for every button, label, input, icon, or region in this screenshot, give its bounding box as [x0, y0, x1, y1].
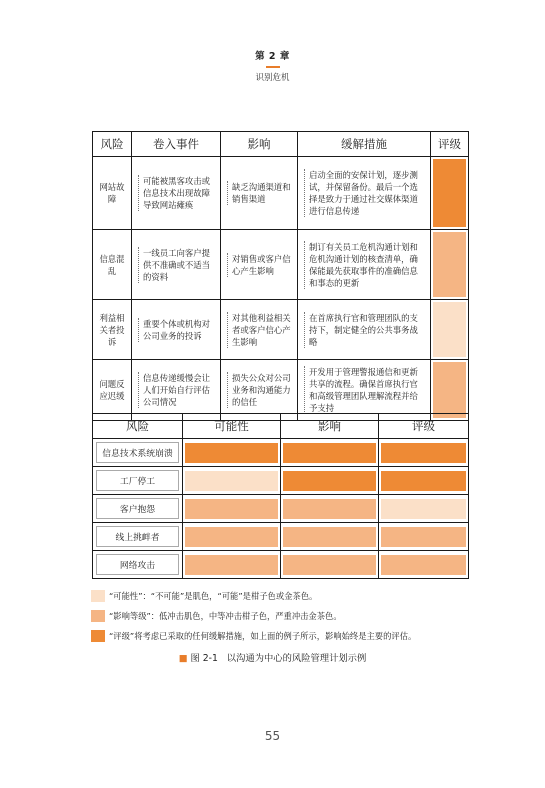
figure-icon: ■: [178, 653, 188, 664]
matrix-swatch: [185, 499, 278, 519]
matrix-risk-cell: [93, 495, 183, 523]
matrix-header-likelihood: 可能性: [183, 414, 281, 439]
matrix-row: [93, 439, 469, 467]
matrix-risk-label: 线上挑衅者: [96, 526, 179, 547]
risk-row: [93, 157, 469, 230]
risk-row: [93, 300, 469, 360]
risk-event: 信息传递缓慢会让人们开始自行评估公司情况: [138, 372, 215, 408]
risk-event: 可能被黑客攻击或信息技术出现故障导致网站瘫痪: [138, 175, 215, 211]
risk-impact: 对销售或客户信心产生影响: [227, 253, 292, 277]
risk-row: [93, 360, 469, 421]
risk-event: 重要个体或机构对公司业务的投诉: [138, 318, 215, 342]
chapter-divider: [266, 66, 280, 68]
risk-event-cell: [132, 230, 221, 300]
matrix-color-cell: [379, 439, 469, 467]
matrix-color-cell: [379, 523, 469, 551]
risk-impact: 缺乏沟通渠道和销售渠道: [227, 181, 292, 205]
risk-mitigation: 制订有关员工危机沟通计划和危机沟通计划的核查清单，确保能最先获取事件的准确信息和事态的更新: [304, 241, 425, 289]
matrix-header-impact: 影响: [281, 414, 379, 439]
matrix-risk-cell: [93, 439, 183, 467]
legend-item: [91, 628, 491, 643]
matrix-color-cell: [281, 523, 379, 551]
matrix-swatch: [283, 555, 376, 575]
matrix-color-cell: [379, 495, 469, 523]
risk-event-cell: [132, 300, 221, 360]
header-event: 卷入事件: [132, 132, 221, 157]
figure-title: 以沟通为中心的风险管理计划示例: [226, 653, 367, 664]
chapter-title: 第 2 章: [255, 51, 290, 62]
risk-mitigation: 启动全面的安保计划，逐步测试，并保留备份。最后一个选择是致力于通过社交媒体渠道进行信息传递: [304, 169, 425, 217]
risk-name: 利益相关者投诉: [93, 300, 132, 360]
matrix-risk-cell: [93, 467, 183, 495]
rating-cell: [431, 300, 469, 360]
matrix-color-cell: [281, 467, 379, 495]
color-legend: [91, 588, 491, 648]
legend-swatch: [91, 630, 105, 642]
legend-item: [91, 588, 491, 603]
matrix-color-cell: [183, 551, 281, 579]
header-risk: 风险: [93, 132, 132, 157]
matrix-row: [93, 551, 469, 579]
matrix-risk-cell: [93, 551, 183, 579]
risk-mitigation-cell: [298, 157, 431, 230]
matrix-header: [93, 414, 469, 439]
rating-swatch: [433, 302, 466, 357]
matrix-swatch: [381, 499, 466, 519]
legend-item: [91, 608, 491, 623]
risk-impact-cell: [221, 360, 298, 421]
risk-mitigation-cell: [298, 230, 431, 300]
risk-impact-cell: [221, 300, 298, 360]
chapter-subtitle: 识别危机: [255, 73, 290, 83]
header-mitigation: 缓解措施: [298, 132, 431, 157]
rating-cell: [431, 360, 469, 421]
matrix-color-cell: [183, 495, 281, 523]
figure-caption: [0, 650, 545, 664]
matrix-color-cell: [379, 551, 469, 579]
header-impact: 影响: [221, 132, 298, 157]
matrix-swatch: [185, 555, 278, 575]
risk-event-cell: [132, 360, 221, 421]
page-number: 55: [264, 729, 281, 743]
risk-table-header: [93, 132, 469, 157]
risk-table: [92, 131, 469, 421]
risk-impact-cell: [221, 230, 298, 300]
matrix-header-risk: 风险: [93, 414, 183, 439]
matrix-swatch: [381, 443, 466, 463]
matrix-swatch: [381, 471, 466, 491]
risk-row: [93, 230, 469, 300]
risk-impact: 损失公众对公司业务和沟通能力的信任: [227, 372, 292, 408]
rating-cell: [431, 230, 469, 300]
matrix-color-cell: [281, 439, 379, 467]
matrix-risk-cell: [93, 523, 183, 551]
rating-cell: [431, 157, 469, 230]
matrix-swatch: [185, 471, 278, 491]
risk-event-cell: [132, 157, 221, 230]
legend-text: “评级”将考虑已采取的任何缓解措施，如上面的例子所示，影响始终是主要的评估。: [109, 630, 417, 641]
matrix-risk-label: 网络攻击: [96, 554, 179, 575]
risk-matrix-table: [92, 413, 469, 579]
risk-mitigation: 在首席执行官和管理团队的支持下，制定健全的公共事务战略: [304, 312, 425, 348]
risk-impact-cell: [221, 157, 298, 230]
legend-swatch: [91, 590, 105, 602]
risk-name: 信息混乱: [93, 230, 132, 300]
legend-swatch: [91, 610, 105, 622]
figure-number: 图 2-1: [190, 653, 218, 664]
matrix-swatch: [381, 527, 466, 547]
chapter-header: [0, 48, 545, 83]
matrix-color-cell: [183, 467, 281, 495]
matrix-header-rating: 评级: [379, 414, 469, 439]
matrix-risk-label: 工厂停工: [96, 470, 179, 491]
legend-text: “可能性”：“不可能”是肌色，“可能”是柑子色或金茶色。: [109, 590, 318, 601]
risk-mitigation-cell: [298, 300, 431, 360]
rating-swatch: [433, 232, 466, 297]
matrix-swatch: [283, 527, 376, 547]
matrix-color-cell: [281, 551, 379, 579]
matrix-row: [93, 467, 469, 495]
risk-impact: 对其他利益相关者或客户信心产生影响: [227, 312, 292, 348]
matrix-swatch: [185, 527, 278, 547]
matrix-swatch: [381, 555, 466, 575]
matrix-risk-label: 信息技术系统崩溃: [96, 442, 179, 463]
matrix-color-cell: [183, 439, 281, 467]
matrix-risk-label: 客户抱怨: [96, 498, 179, 519]
rating-swatch: [433, 159, 466, 227]
risk-name: 网站故障: [93, 157, 132, 230]
risk-name: 问题反应迟缓: [93, 360, 132, 421]
matrix-swatch: [283, 471, 376, 491]
matrix-row: [93, 523, 469, 551]
risk-mitigation: 开发用于管理警报通信和更新共享的流程。确保首席执行官和高级管理团队理解流程并给予支持: [304, 366, 425, 414]
matrix-row: [93, 495, 469, 523]
matrix-color-cell: [183, 523, 281, 551]
header-rating: 评级: [431, 132, 469, 157]
risk-mitigation-cell: [298, 360, 431, 421]
risk-event: 一线员工向客户提供不准确或不适当的资料: [138, 247, 215, 283]
matrix-color-cell: [281, 495, 379, 523]
matrix-swatch: [185, 443, 278, 463]
legend-text: “影响等级”：低冲击肌色，中等冲击柑子色，严重冲击金茶色。: [109, 610, 342, 621]
matrix-swatch: [283, 443, 376, 463]
matrix-color-cell: [379, 467, 469, 495]
matrix-swatch: [283, 499, 376, 519]
rating-swatch: [433, 362, 466, 418]
